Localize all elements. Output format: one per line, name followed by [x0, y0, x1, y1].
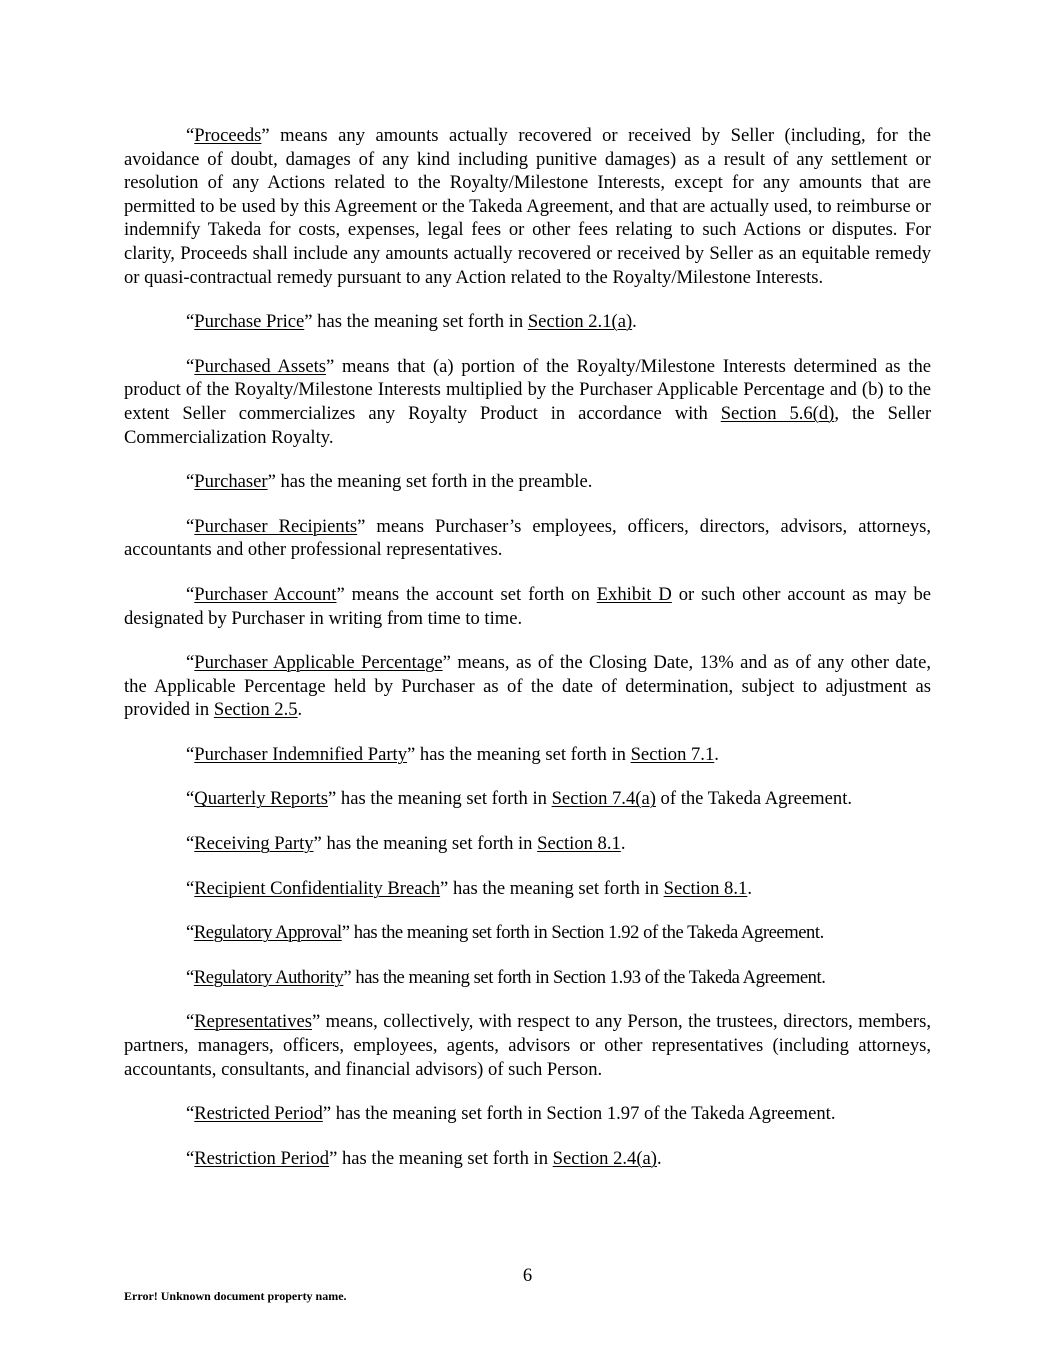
definition-paragraph: [124, 1010, 931, 1081]
paragraph-text: .: [620, 833, 626, 855]
document-body: [124, 124, 931, 1191]
section-reference: Section 2.4(a): [552, 1147, 657, 1169]
section-reference: Section 5.6(d): [720, 402, 835, 424]
paragraph-text: ” has the meaning set forth in: [329, 1147, 553, 1169]
paragraph-text: ” has the meaning set forth in the preamble.: [267, 471, 593, 493]
section-reference: Section 8.1: [537, 833, 621, 855]
definition-paragraph: [124, 787, 931, 811]
section-reference: Exhibit D: [596, 583, 672, 605]
definition-paragraph: [124, 832, 931, 856]
defined-term: Purchased Assets: [194, 355, 326, 377]
defined-term: Restricted Period: [194, 1103, 323, 1125]
paragraph-text: ” has the meaning set forth in Section 1.93 of the Takeda Agreement.: [343, 966, 826, 988]
defined-term: Representatives: [194, 1011, 312, 1033]
paragraph-text: ” has the meaning set forth in: [304, 311, 528, 333]
defined-term: Purchaser Recipients: [194, 515, 358, 537]
paragraph-text: “: [186, 125, 195, 146]
section-reference: Section 7.1: [630, 743, 715, 765]
paragraph-text: or such other account as may be designated by Purchaser in writing from time to time.: [124, 583, 931, 629]
paragraph-text: .: [656, 1147, 662, 1169]
definition-paragraph: [124, 515, 931, 562]
paragraph-text: ” means the account set forth on: [336, 583, 597, 605]
paragraph-text: “: [186, 1147, 195, 1169]
defined-term: Quarterly Reports: [194, 788, 328, 810]
defined-term: Purchase Price: [194, 311, 305, 333]
paragraph-text: “: [186, 1011, 195, 1033]
defined-term: Purchaser Indemnified Party: [194, 743, 407, 765]
defined-term: Purchaser: [194, 471, 268, 493]
paragraph-text: ” means Purchaser’s employees, officers, directors, advisors, attorneys, accountants and other professional representatives.: [124, 515, 932, 561]
definition-paragraph: [124, 470, 931, 494]
defined-term: Regulatory Approval: [193, 922, 342, 944]
paragraph-text: ” has the meaning set forth in: [313, 833, 538, 855]
paragraph-text: “: [186, 788, 195, 810]
defined-term: Regulatory Authority: [193, 966, 344, 988]
paragraph-text: “: [186, 515, 195, 537]
section-reference: Section 2.1(a): [527, 311, 633, 333]
paragraph-text: of the Takeda Agreement.: [655, 788, 853, 810]
defined-term: Purchaser Account: [194, 583, 337, 605]
definition-paragraph: [124, 583, 931, 630]
definition-paragraph: [124, 921, 931, 945]
page-number: 6: [522, 1265, 533, 1286]
section-reference: Section 7.4(a): [551, 788, 656, 810]
paragraph-text: “: [186, 1103, 195, 1125]
paragraph-text: “: [186, 583, 195, 605]
definition-paragraph: [124, 310, 931, 334]
section-reference: Section 2.5: [213, 699, 298, 721]
paragraph-text: ” has the meaning set forth in Section 1.97 of the Takeda Agreement.: [322, 1103, 836, 1125]
footer-error-text: Error! Unknown document property name.: [124, 1289, 347, 1303]
paragraph-text: , the Seller Commercialization Royalty.: [124, 402, 932, 448]
paragraph-text: ” means, as of the Closing Date, 13% and as of any other date, the Applicable Percentage held by Purchaser as of the date of determination, subject to adjustment as provided in: [124, 652, 931, 721]
paragraph-text: .: [297, 699, 303, 721]
paragraph-text: ” means that (a) portion of the Royalty/Milestone Interests determined as the product of the Royalty/Milestone Interests multiplied by the Purchaser Applicable Percentage and (b) to the extent Seller commercializes any Royalty Product in accordance with: [124, 355, 931, 424]
definition-paragraph: [124, 966, 931, 990]
definition-paragraph: [124, 651, 931, 722]
paragraph-text: “: [186, 833, 195, 855]
definition-paragraph: [124, 743, 931, 767]
paragraph-text: “: [186, 877, 195, 899]
paragraph-text: ” has the meaning set forth in Section 1.92 of the Takeda Agreement.: [341, 922, 824, 944]
paragraph-text: ” means any amounts actually recovered or received by Seller (including, for the avoidance of doubt, damages of any kind including punitive damages) as a result of any settlement or resolution of any Actions related to the Royalty/Milestone Interests, except for any amounts that are permitted to be used by this Agreement or the Takeda Agreement, and that are actually used, to reimburse or indemnify Takeda for costs, expenses, legal fees or other fees relating to such Actions or disputes. For clarity, Proceeds shall include any amounts actually recovered or received by Seller as an equitable remedy or quasi-contractual remedy pursuant to any Action related to the Royalty/Milestone Interests.: [124, 125, 931, 288]
paragraph-text: ” means, collectively, with respect to any Person, the trustees, directors, members, partners, managers, officers, employees, agents, advisors or other representatives (including attorneys, accountants, consultants, and financial advisors) of such Person.: [124, 1011, 931, 1080]
defined-term: Recipient Confidentiality Breach: [194, 877, 441, 899]
paragraph-text: “: [186, 652, 195, 674]
paragraph-text: “: [186, 355, 195, 377]
paragraph-text: .: [714, 743, 719, 765]
paragraph-text: .: [632, 311, 637, 333]
definition-paragraph: [124, 355, 931, 449]
paragraph-text: “: [186, 743, 195, 765]
definition-paragraph: [124, 1102, 931, 1126]
defined-term: Restriction Period: [194, 1147, 330, 1169]
definition-paragraph: [124, 124, 931, 289]
paragraph-text: ” has the meaning set forth in: [440, 877, 664, 899]
paragraph-text: “: [186, 311, 195, 333]
paragraph-text: .: [747, 877, 752, 899]
section-reference: Section 8.1: [663, 877, 748, 899]
defined-term: Receiving Party: [194, 833, 314, 855]
paragraph-text: “: [186, 966, 194, 988]
defined-term: Proceeds: [194, 125, 262, 146]
paragraph-text: ” has the meaning set forth in: [407, 743, 631, 765]
definition-paragraph: [124, 1147, 931, 1171]
paragraph-text: “: [186, 471, 195, 493]
defined-term: Purchaser Applicable Percentage: [194, 652, 443, 674]
definition-paragraph: [124, 877, 931, 901]
paragraph-text: ” has the meaning set forth in: [328, 788, 552, 810]
paragraph-text: “: [186, 922, 194, 944]
